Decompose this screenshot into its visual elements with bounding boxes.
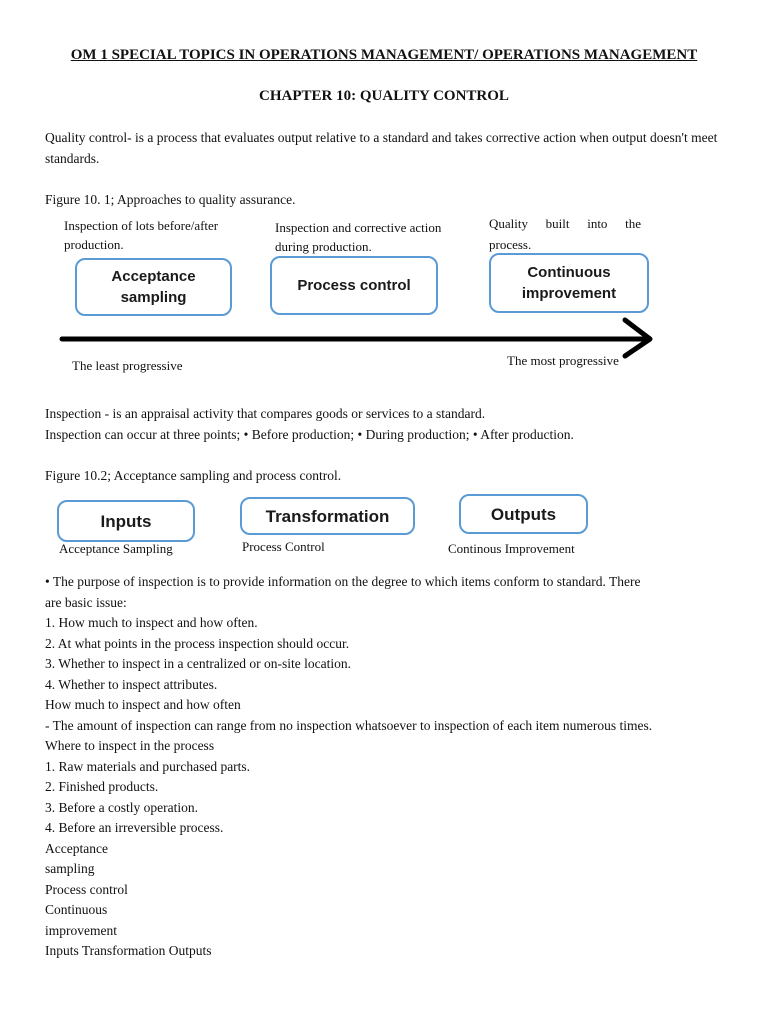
label-most-progressive: The most progressive (507, 353, 619, 368)
note-quality-built-in: Quality built into the process. (489, 216, 641, 252)
box-continuous-improvement: Continuous improvement (489, 253, 649, 313)
box-outputs: Outputs (459, 494, 588, 534)
progress-arrow (0, 0, 768, 400)
box-inputs: Inputs (57, 500, 195, 542)
text-line: 3. Before a costly operation. (45, 799, 198, 815)
text-line: 4. Before an irreversible process. (45, 820, 224, 835)
body-text (45, 572, 652, 962)
label-process-control: Process Control (242, 539, 325, 554)
box-process-control: Process control (270, 256, 438, 315)
text-line: 2. Finished products. (45, 779, 159, 794)
text-line: 3. Whether to inspect in a centralized or on-site location. (45, 656, 352, 671)
text-line: Inputs Transformation Outputs (45, 943, 212, 958)
inspection-definition: Inspection - is an appraisal activity that compares goods or services to a standard. (45, 406, 486, 421)
box-acceptance-sampling: Acceptance sampling (75, 258, 232, 316)
note-inspection-corrective: Inspection and corrective action during production. (275, 220, 442, 254)
note-inspection-of-lots: Inspection of lots before/after production. (64, 218, 219, 252)
chapter-heading: CHAPTER 10: QUALITY CONTROL (259, 88, 509, 104)
text-line: 1. How much to inspect and how often. (45, 615, 258, 630)
text-line: Process control (45, 881, 128, 897)
inspection-points: Inspection can occur at three points; • Before production; • During production; • After production. (45, 427, 574, 442)
text-line: • The purpose of inspection is to provide information on the degree to which items conform to standard. There (45, 574, 641, 589)
text-line: 4. Whether to inspect attributes. (45, 676, 218, 692)
text-line: sampling (45, 861, 95, 876)
text-line: - The amount of inspection can range from no inspection whatsoever to inspection of each item numerous times. (45, 717, 653, 733)
text-line: are basic issue: (45, 594, 127, 610)
figure-1-caption: Figure 10. 1; Approaches to quality assurance. (45, 192, 296, 207)
quality-control-definition: Quality control- is a process that evaluates output relative to a standard and takes corrective action when output doesn't meet standards. (45, 130, 718, 166)
text-line: 2. At what points in the process inspection should occur. (45, 635, 350, 651)
label-continous-improvement: Continous Improvement (448, 541, 575, 556)
label-least-progressive: The least progressive (72, 358, 183, 373)
label-acceptance-sampling: Acceptance Sampling (59, 541, 173, 556)
text-line: improvement (45, 922, 117, 938)
box-transformation: Transformation (240, 497, 415, 535)
text-line: Acceptance (45, 840, 108, 856)
text-line: How much to inspect and how often (45, 697, 241, 712)
text-line: 1. Raw materials and purchased parts. (45, 758, 251, 774)
document-title: OM 1 SPECIAL TOPICS IN OPERATIONS MANAGEMENT/ OPERATIONS MANAGEMENT (70, 47, 698, 63)
text-line: Continuous (45, 902, 108, 917)
figure-2-caption: Figure 10.2; Acceptance sampling and process control. (45, 468, 342, 483)
text-line: Where to inspect in the process (45, 738, 215, 753)
